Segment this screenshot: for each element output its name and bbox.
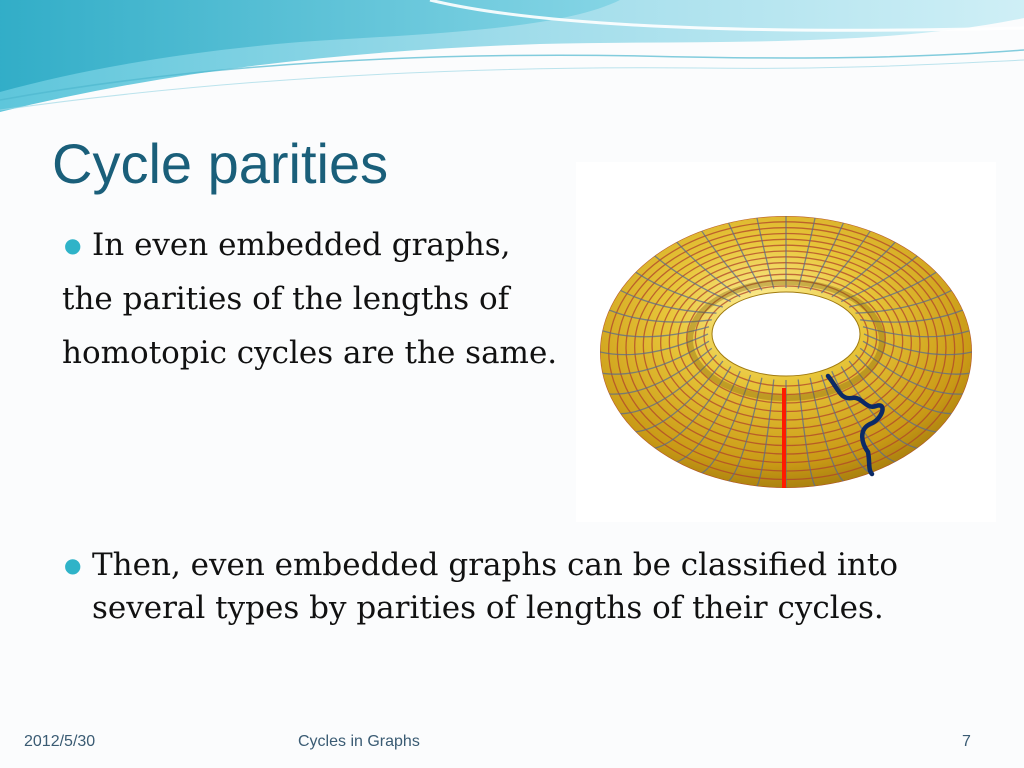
bullet-block-1 xyxy=(62,218,582,380)
bullet-item-1 xyxy=(62,218,582,272)
bullet-2-line-1: Then, even embedded graphs can be classified into xyxy=(92,547,898,583)
bullet-2-line-2: several types by parities of lengths of their cycles. xyxy=(92,590,884,626)
torus-figure xyxy=(576,162,996,522)
bullet-icon: ● xyxy=(64,553,82,577)
slide-title: Cycle parities xyxy=(52,132,389,195)
bullet-block-2 xyxy=(62,544,942,630)
footer-date: 2012/5/30 xyxy=(24,733,96,750)
bullet-item-2 xyxy=(62,544,942,630)
footer-title: Cycles in Graphs xyxy=(298,733,420,750)
bullet-icon: ● xyxy=(64,233,82,257)
bullet-1-line-2: the parities of the lengths of xyxy=(62,281,510,317)
bullet-1-line-3: homotopic cycles are the same. xyxy=(62,335,558,371)
page-number: 7 xyxy=(962,733,971,750)
bullet-1-line-1: In even embedded graphs, xyxy=(92,227,511,263)
torus-with-cycles-icon xyxy=(576,162,996,522)
header-wave-decoration xyxy=(0,0,1024,120)
